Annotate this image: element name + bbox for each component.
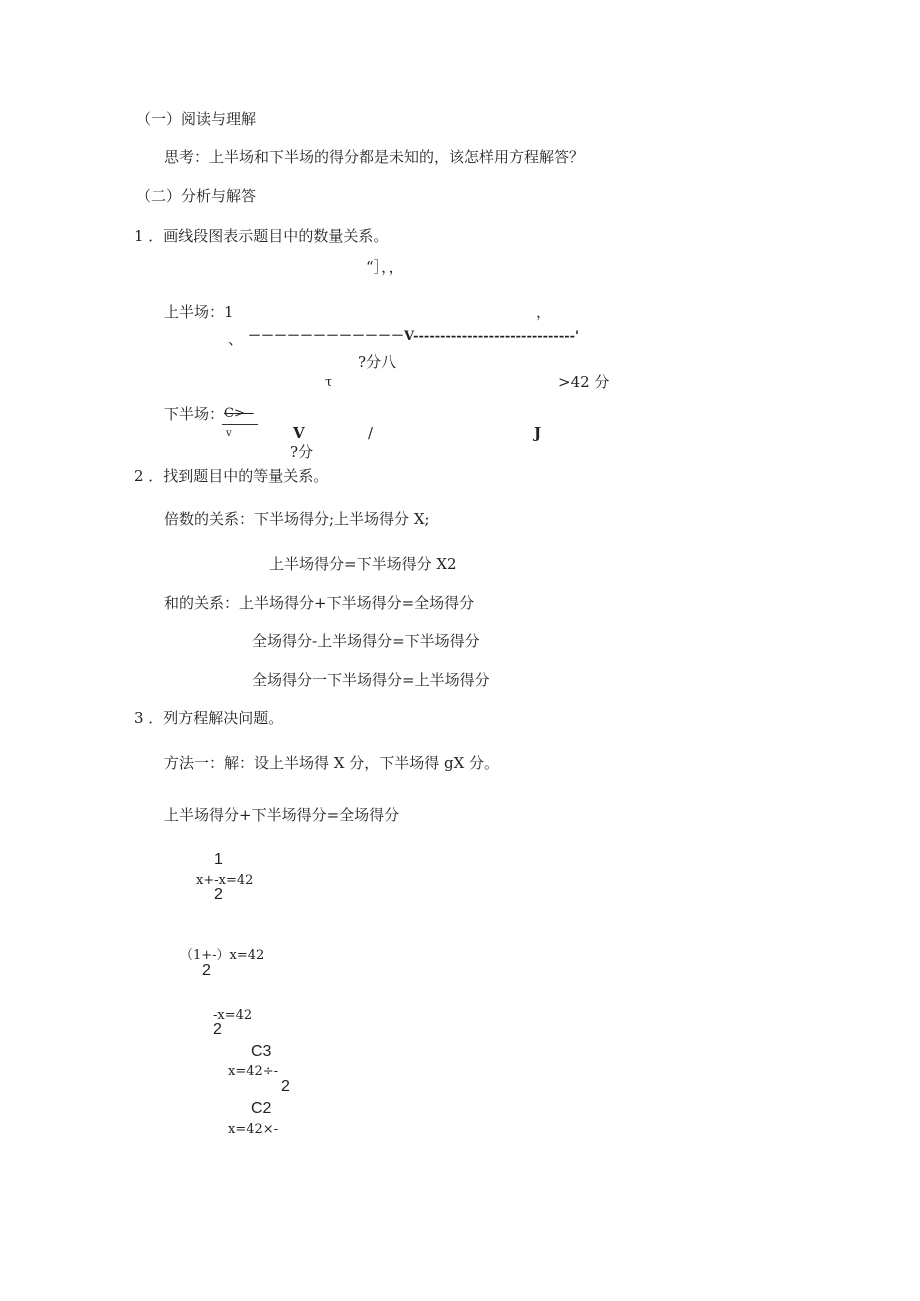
eq3-denominator: 2 [213,1021,222,1038]
diagram-j-mark: J [534,424,542,442]
second-half-mark: C>-- [224,406,254,421]
thinking-question: 思考：上半场和下半场的得分都是未知的，该怎样用方程解答？ [164,148,585,166]
second-half-unknown: ?分 [290,443,314,461]
sum-relation-2: 全场得分-上半场得分=下半场得分 [252,632,480,650]
multiple-relation-2: 上半场得分=下半场得分 X2 [269,555,457,573]
diagram-v-bold: V [293,424,305,442]
eq2-body: （1+-）x=42 [180,948,265,963]
diagram-v-small: v [226,428,232,439]
eq4-numerator: C3 [251,1043,272,1060]
eq5-body: x=42×- [228,1122,279,1137]
section-heading-reading: （一）阅读与理解 [136,110,257,128]
eq1-numerator: 1 [214,851,223,868]
first-half-unknown: ?分八 [358,353,397,371]
eq2-denominator: 2 [202,962,211,979]
second-half-label: 下半场： [164,405,225,423]
sum-relation-3: 全场得分一下半场得分=上半场得分 [252,671,490,689]
equation-in-words: 上半场得分+下半场得分=全场得分 [164,806,400,824]
step-2-title: 2 ．找到题目中的等量关系。 [134,467,329,485]
multiple-relation: 倍数的关系：下半场得分;上半场得分 X; [164,510,430,528]
diagram-comma: ， [536,303,552,321]
diagram-dash-mark: 、 [228,330,244,348]
eq4-denominator: 2 [281,1078,290,1095]
diagram-top-marks: “］，， [366,258,404,276]
first-half-segment: －－－－－－－－－－－－V------------------------------' [248,329,579,344]
eq1-denominator: 2 [214,886,223,903]
eq5-numerator: C2 [251,1100,272,1117]
step-1-title: 1 ．画线段图表示题目中的数量关系。 [134,227,389,245]
section-heading-analysis: （二）分析与解答 [136,187,257,205]
diagram-tau: τ [325,375,333,390]
step-3-title: 3 ．列方程解决问题。 [134,709,284,727]
eq3-body: -x=42 [213,1008,253,1023]
eq4-body: x=42÷- [228,1064,279,1079]
first-half-label: 上半场：1 [164,303,234,321]
method-one: 方法一：解：设上半场得 X 分，下半场得 gX 分。 [164,754,500,772]
total-score-label: >42 分 [558,373,610,391]
sum-relation: 和的关系：上半场得分+下半场得分=全场得分 [164,594,475,612]
eq1-body: x+-x=42 [196,873,254,888]
diagram-slash: / [368,424,374,442]
